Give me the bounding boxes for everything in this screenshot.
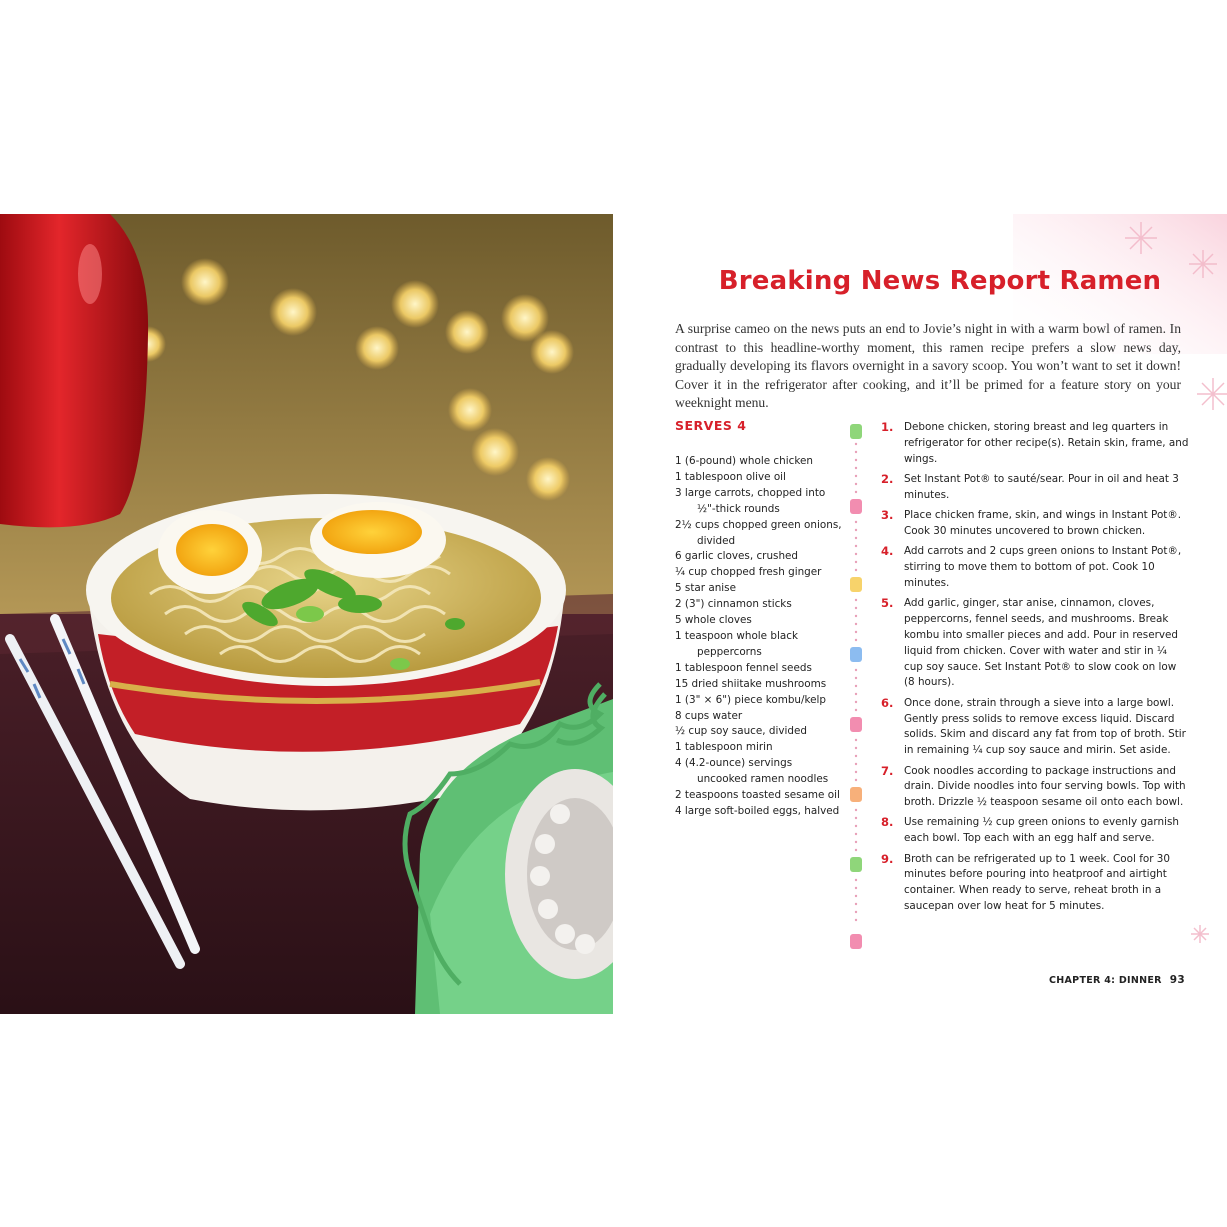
ingredient-item: ¼ cup chopped fresh ginger xyxy=(675,566,822,579)
instruction-step xyxy=(881,472,1189,504)
step-text: Add carrots and 2 cups green onions to Instant Pot®, stirring to move them to bottom of pot. Cook 10 minutes. xyxy=(904,545,1182,589)
ingredient-item: 8 cups water xyxy=(675,709,743,722)
ingredient-item: 1 tablespoon olive oil xyxy=(675,470,786,483)
instruction-list xyxy=(881,420,1189,919)
page-footer xyxy=(1049,974,1185,986)
instruction-step xyxy=(881,815,1189,847)
ingredient-item: 5 star anise xyxy=(675,582,736,595)
step-number: 4. xyxy=(881,544,894,559)
ingredient-list xyxy=(675,454,845,820)
ingredient-item: 2½ cups chopped green onions, divided xyxy=(675,518,842,547)
step-text: Cook noodles according to package instructions and drain. Divide noodles into four serving bowls. Top with broth. Drizzle ½ teaspoon sesame oil onto each bowl. xyxy=(904,764,1186,809)
step-number: 3. xyxy=(881,508,894,523)
step-text: Debone chicken, storing breast and leg quarters in refrigerator for other recipe(s). Retain skin, frame, and wings. xyxy=(904,421,1189,465)
ingredient-item: 1 (6-pound) whole chicken xyxy=(675,455,813,467)
step-text: Place chicken frame, skin, and wings in Instant Pot®. Cook 30 minutes uncovered to brown chicken. xyxy=(904,509,1182,537)
step-number: 6. xyxy=(881,695,894,710)
ingredient-item: 15 dried shiitake mushrooms xyxy=(675,677,827,690)
egg-left xyxy=(158,510,262,594)
step-text: Broth can be refrigerated up to 1 week. Cool for 30 minutes before pouring into heatproof and airtight container. When ready to serve, reheat broth in a saucepan over low heat for 5 minutes. xyxy=(904,852,1171,913)
step-number: 7. xyxy=(881,763,894,778)
step-text: Set Instant Pot® to sauté/sear. Pour in oil and heat 3 minutes. xyxy=(904,472,1179,501)
ingredient-item: 1 (3" × 6") piece kombu/kelp xyxy=(675,693,827,706)
recipe-intro: A surprise cameo on the news puts an end to Jovie’s night in with a warm bowl of ramen. In contrast to this headline-worthy moment, this ramen recipe prefers a slow news day, gradually developing its flavors overnight in a savory scoop. You won’t want to set it down! Cover it in the refrigerator after cooking, and it’ll be primed for a feature story on your weeknight menu. xyxy=(675,321,1181,411)
step-number: 1. xyxy=(881,420,894,434)
step-text: Use remaining ½ cup green onions to evenly garnish each bowl. Top each with an egg half and serve. xyxy=(904,816,1179,845)
recipe-title: Breaking News Report Ramen xyxy=(718,266,1162,296)
ingredient-item: 3 large carrots, chopped into ½"-thick rounds xyxy=(675,486,826,515)
instruction-step xyxy=(881,764,1189,811)
book-spread xyxy=(0,214,1227,1014)
ingredient-item: 2 (3") cinnamon sticks xyxy=(675,598,792,611)
ingredient-item: 5 whole cloves xyxy=(675,614,752,627)
chapter-label: CHAPTER 4: DINNER xyxy=(1049,975,1162,986)
instruction-step xyxy=(881,420,1189,467)
instruction-step xyxy=(881,544,1189,591)
ingredient-item: 4 large soft-boiled eggs, halved xyxy=(675,804,840,817)
step-text: Once done, strain through a sieve into a large bowl. Gently press solids to remove excess liquid. Discard solids. Skim and discard any fat from top of broth. Stir in remaining ¼ cup soy sauce and mirin. Set aside. xyxy=(904,696,1186,757)
ingredient-item: ½ cup soy sauce, divided xyxy=(675,725,807,738)
step-number: 5. xyxy=(881,596,894,611)
ingredient-item: 6 garlic cloves, crushed xyxy=(675,550,799,563)
step-number: 8. xyxy=(881,815,894,830)
step-number: 9. xyxy=(881,851,894,866)
ingredient-item: 4 (4.2-ounce) servings uncooked ramen noodles xyxy=(675,757,829,786)
serves-label: SERVES 4 xyxy=(675,418,747,433)
ingredient-item: 2 teaspoons toasted sesame oil xyxy=(675,789,840,802)
instruction-step xyxy=(881,852,1189,915)
ingredient-item: 1 tablespoon fennel seeds xyxy=(675,661,812,674)
ingredient-item: 1 tablespoon mirin xyxy=(675,741,773,754)
instruction-step xyxy=(881,508,1189,540)
ingredient-item: 1 teaspoon whole black peppercorns xyxy=(675,629,798,658)
ramen-photo xyxy=(0,214,613,1014)
instruction-step xyxy=(881,596,1189,691)
egg-right xyxy=(310,502,446,578)
step-text: Add garlic, ginger, star anise, cinnamon, cloves, peppercorns, fennel seeds, and mushrooms. Break kombu into smaller pieces and add. Pour in reserved liquid from chicken. Cover with water and stir in ¼ cup soy sauce. Set Instant Pot® to slow cook on low (8 hours). xyxy=(904,597,1179,689)
recipe-page xyxy=(613,214,1227,1014)
instruction-step xyxy=(881,696,1189,759)
step-number: 2. xyxy=(881,471,894,486)
page-number: 93 xyxy=(1169,974,1185,986)
candy-divider xyxy=(846,419,866,959)
